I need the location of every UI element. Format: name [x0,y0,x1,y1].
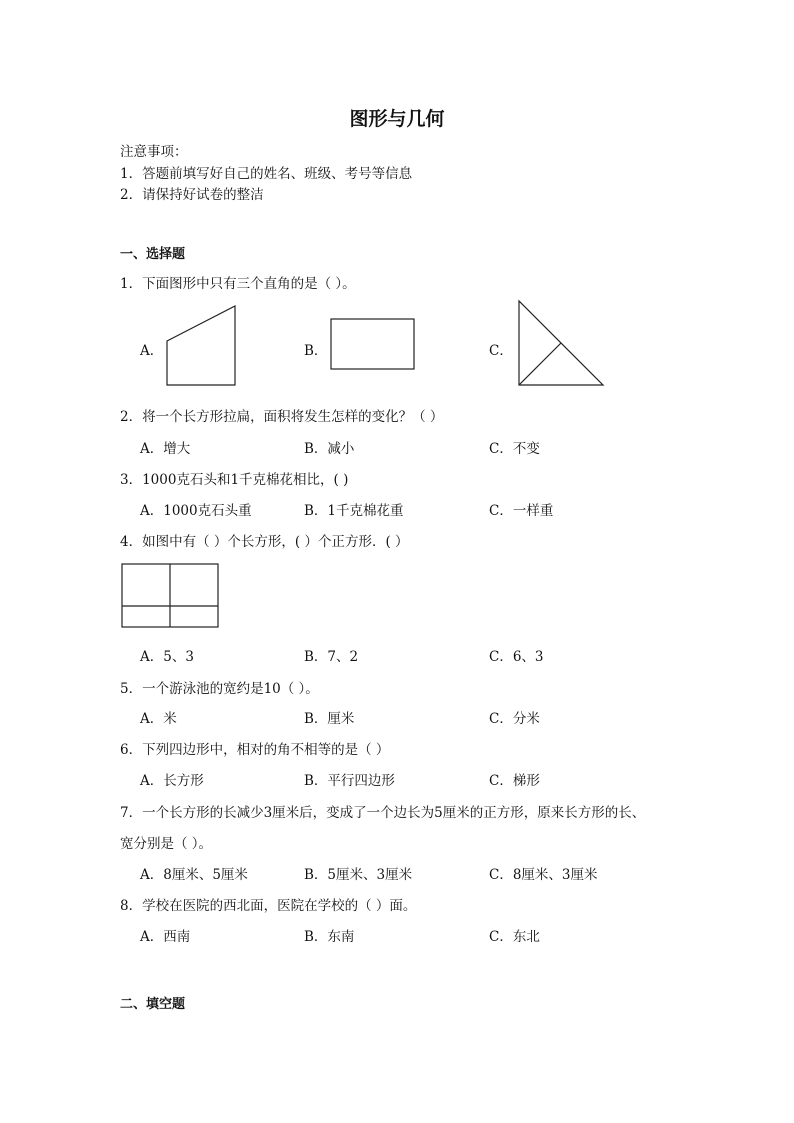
section-heading-fill-blank: 二、填空题 [120,997,186,1012]
option-c: C．不变 [489,441,540,457]
option-a: A． [140,343,164,359]
grid-rectangles-figure [121,563,220,629]
question-stem: 7．一个长方形的长减少3厘米后，变成了一个边长为5厘米的正方形，原来长方形的长、 [120,805,646,821]
option-b: B．减小 [304,441,355,457]
option-a: A．8厘米、5厘米 [140,867,248,883]
option-a: A．增大 [140,441,191,457]
option-b: B．厘米 [304,711,355,727]
option-c: C． [489,343,513,359]
question-stem: 2．将一个长方形拉扁，面积将发生怎样的变化？（ ） [120,409,444,425]
section-heading-choice: 一、选择题 [120,247,186,262]
option-a: A．1000克石头重 [140,503,252,519]
option-b: B． [304,343,328,359]
question-stem: 8．学校在医院的西北面，医院在学校的（ ）面。 [120,898,417,914]
option-c: C．东北 [489,929,540,945]
option-a: A．西南 [140,929,191,945]
page-title: 图形与几何 [349,108,445,130]
option-b: B．5厘米、3厘米 [304,867,413,883]
rectangle-figure [330,318,416,370]
question-stem: 3．1000克石头和1千克棉花相比，( ) [120,472,349,488]
notice-item: 1．答题前填写好自己的姓名、班级、考号等信息 [120,166,413,182]
option-a: A．长方形 [140,773,204,789]
option-b: B．7、2 [304,649,359,665]
divided-triangle-figure [517,299,607,388]
option-c: C．6、3 [489,649,544,665]
question-stem: 5．一个游泳池的宽约是10（ ）。 [120,681,319,697]
question-stem: 6．下列四边形中，相对的角不相等的是（ ） [120,742,390,758]
option-b: B．平行四边形 [304,773,395,789]
option-b: B．1千克棉花重 [304,503,404,519]
option-a: A．5、3 [140,649,194,665]
question-stem: 1．下面图形中只有三个直角的是（ ）。 [120,276,356,292]
option-c: C．一样重 [489,503,554,519]
question-stem-continued: 宽分别是（ ）。 [120,836,213,852]
option-c: C．8厘米、3厘米 [489,867,598,883]
option-a: A．米 [140,711,177,727]
question-stem: 4．如图中有（ ）个长方形，( ）个正方形．( ） [120,534,409,550]
notice-item: 2．请保持好试卷的整洁 [120,187,264,203]
option-c: C．梯形 [489,773,540,789]
notice-heading: 注意事项： [120,144,188,160]
option-c: C．分米 [489,711,540,727]
option-b: B．东南 [304,929,355,945]
trapezoid-figure [165,305,237,387]
